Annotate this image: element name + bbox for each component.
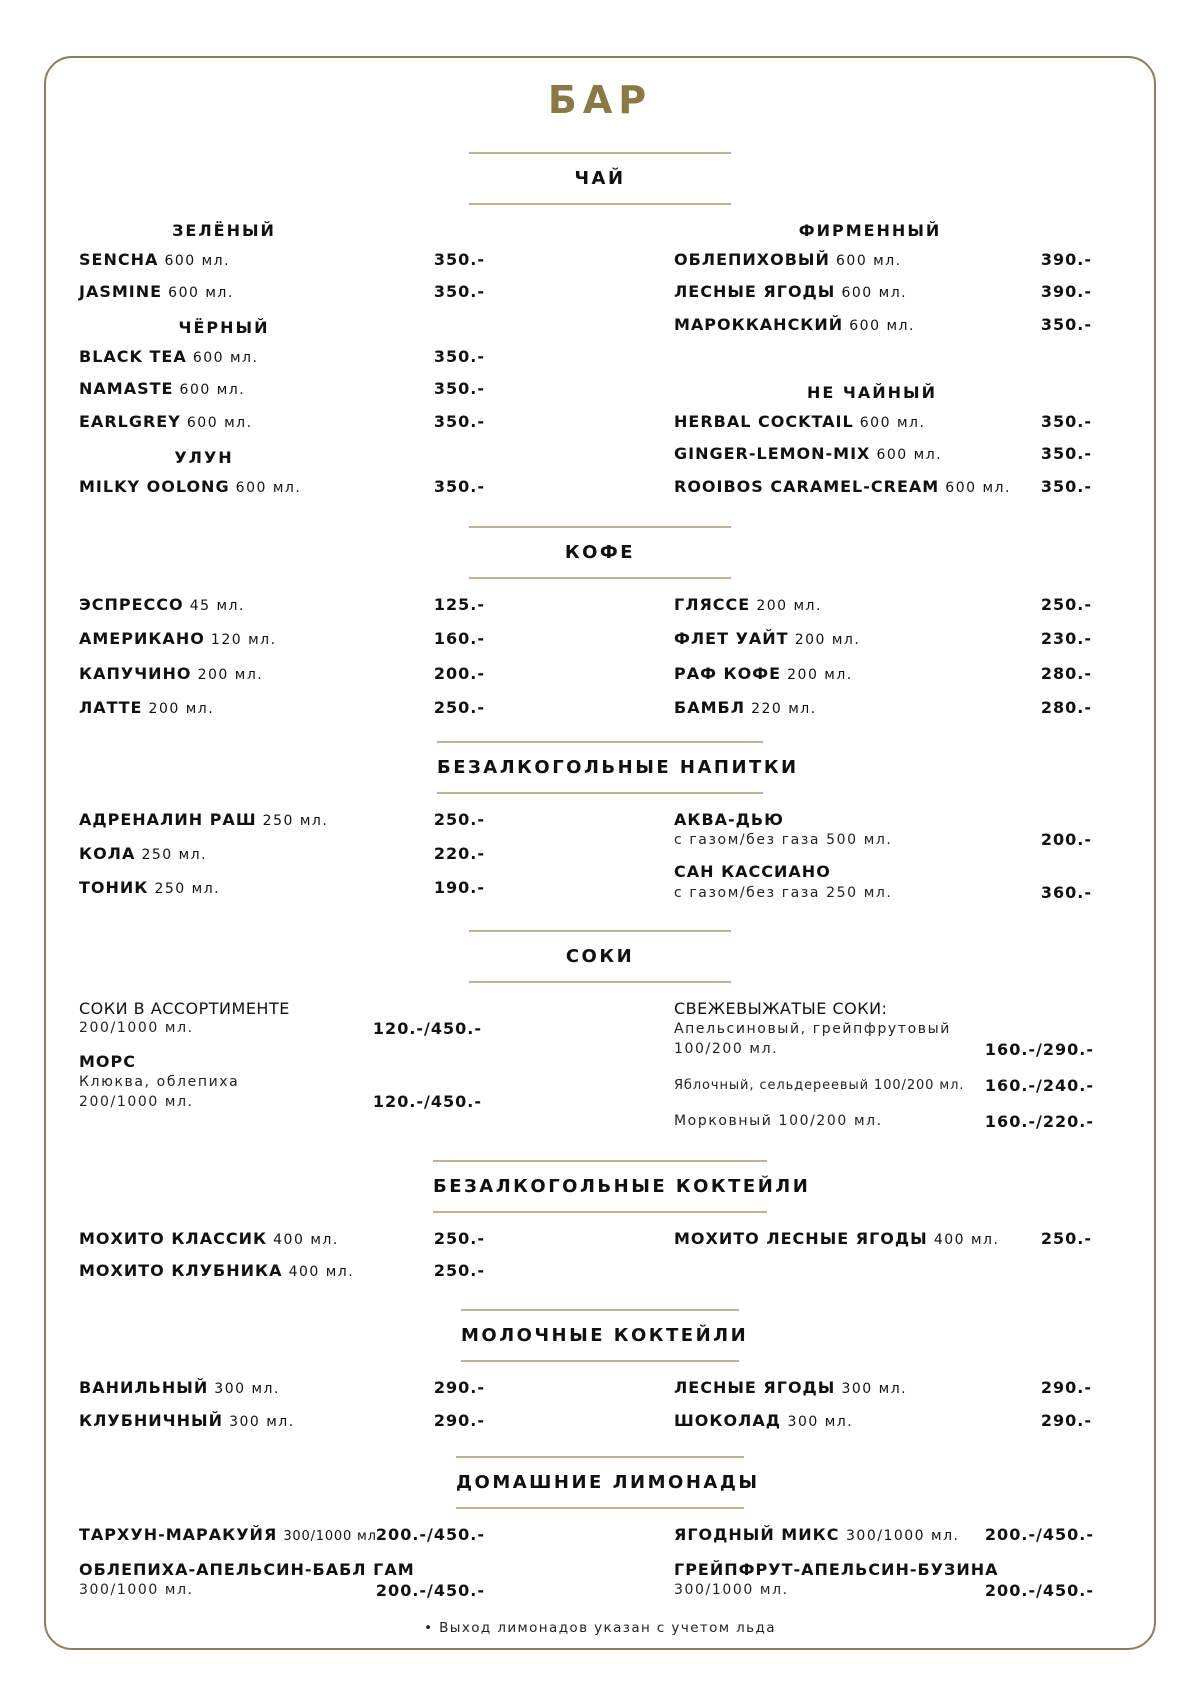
item-price: 250.-	[433, 810, 485, 829]
menu-item: ГЛЯССЕ 200 мл.	[674, 595, 822, 614]
menu-item: АКВА-ДЬЮ	[674, 810, 784, 829]
item-price: 350.-	[433, 412, 485, 431]
section-heading-juices: СОКИ	[469, 930, 731, 983]
menu-item: SENCHA 600 мл.	[79, 250, 231, 269]
menu-item: СВЕЖЕВЫЖАТЫЕ СОКИ:	[674, 999, 888, 1018]
item-price: 160.-/290.-	[984, 1040, 1094, 1059]
item-price: 250.-	[433, 1261, 485, 1280]
item-description: с газом/без газа 500 мл.	[674, 832, 893, 848]
menu-item: ОБЛЕПИХА-АПЕЛЬСИН-БАБЛ ГАМ	[79, 1560, 415, 1579]
subheading-black-tea: ЧЁРНЫЙ	[178, 318, 270, 337]
item-price: 160.-/240.-	[984, 1076, 1094, 1095]
item-price: 250.-	[1040, 595, 1092, 614]
item-price: 220.-	[433, 844, 485, 863]
item-price: 350.-	[433, 250, 485, 269]
menu-item: ФЛЕТ УАЙТ 200 мл.	[674, 629, 861, 648]
section-heading-soft-drinks: БЕЗАЛКОГОЛЬНЫЕ НАПИТКИ	[437, 741, 763, 794]
menu-item: NAMASTE 600 мл.	[79, 379, 246, 398]
item-price: 250.-	[1040, 1229, 1092, 1248]
item-description: Морковный 100/200 мл.	[674, 1113, 883, 1129]
item-price: 120.-/450.-	[372, 1092, 482, 1111]
menu-item: КОЛА 250 мл.	[79, 844, 208, 863]
item-price: 190.-	[433, 878, 485, 897]
item-price: 200.-	[433, 664, 485, 683]
menu-item: ЛЕСНЫЕ ЯГОДЫ 300 мл.	[674, 1378, 908, 1397]
menu-item: АМЕРИКАНО 120 мл.	[79, 629, 277, 648]
item-description: 300/1000 мл.	[674, 1582, 789, 1598]
item-price: 280.-	[1040, 698, 1092, 717]
item-price: 125.-	[433, 595, 485, 614]
item-price: 360.-	[1040, 883, 1092, 902]
subheading-oolong: УЛУН	[174, 448, 234, 467]
menu-item: ТОНИК 250 мл.	[79, 878, 221, 897]
section-heading-tea: ЧАЙ	[469, 152, 731, 205]
item-description: Яблочный, сельдереевый 100/200 мл.	[674, 1078, 965, 1093]
subheading-signature-tea: ФИРМЕННЫЙ	[798, 221, 942, 240]
item-description: Клюква, облепиха	[79, 1074, 240, 1090]
item-price: 390.-	[1040, 250, 1092, 269]
menu-item: BLACK TEA 600 мл.	[79, 347, 259, 366]
item-price: 160.-	[433, 629, 485, 648]
item-price: 120.-/450.-	[372, 1019, 482, 1038]
menu-item: АДРЕНАЛИН РАШ 250 мл.	[79, 810, 329, 829]
item-price: 290.-	[433, 1411, 485, 1430]
item-description: Апельсиновый, грейпфрутовый	[674, 1021, 951, 1037]
menu-item: САН КАССИАНО	[674, 862, 831, 881]
menu-item: HERBAL COCKTAIL 600 мл.	[674, 412, 926, 431]
item-price: 350.-	[433, 477, 485, 496]
menu-item: МОХИТО ЛЕСНЫЕ ЯГОДЫ 400 мл.	[674, 1229, 1000, 1248]
menu-item: БАМБЛ 220 мл.	[674, 698, 817, 717]
menu-item: МОРС	[79, 1052, 136, 1071]
item-description: 200/1000 мл.	[79, 1020, 194, 1036]
menu-item: СОКИ В АССОРТИМЕНТЕ	[79, 999, 290, 1018]
item-price: 290.-	[1040, 1378, 1092, 1397]
section-heading-lemonades: ДОМАШНИЕ ЛИМОНАДЫ	[456, 1456, 744, 1509]
item-price: 350.-	[433, 379, 485, 398]
item-price: 160.-/220.-	[984, 1112, 1094, 1131]
menu-item: EARLGREY 600 мл.	[79, 412, 253, 431]
item-price: 290.-	[433, 1378, 485, 1397]
item-price: 350.-	[1040, 444, 1092, 463]
item-price: 350.-	[433, 347, 485, 366]
item-price: 250.-	[433, 1229, 485, 1248]
item-price: 230.-	[1040, 629, 1092, 648]
item-price: 200.-/450.-	[984, 1525, 1094, 1544]
menu-item: ЛЕСНЫЕ ЯГОДЫ 600 мл.	[674, 282, 908, 301]
section-heading-mocktails: БЕЗАЛКОГОЛЬНЫЕ КОКТЕЙЛИ	[433, 1160, 767, 1213]
item-price: 290.-	[1040, 1411, 1092, 1430]
menu-item: ЛАТТЕ 200 мл.	[79, 698, 215, 717]
menu-item: МОХИТО КЛАССИК 400 мл.	[79, 1229, 339, 1248]
subheading-green-tea: ЗЕЛЁНЫЙ	[172, 221, 276, 240]
item-price: 200.-/450.-	[375, 1581, 485, 1600]
item-price: 250.-	[433, 698, 485, 717]
menu-item: МАРОККАНСКИЙ 600 мл.	[674, 315, 915, 334]
menu-item: ОБЛЕПИХОВЫЙ 600 мл.	[674, 250, 902, 269]
section-heading-coffee: КОФЕ	[469, 526, 731, 579]
menu-item: ЭСПРЕССО 45 мл.	[79, 595, 245, 614]
menu-item: ВАНИЛЬНЫЙ 300 мл.	[79, 1378, 280, 1397]
item-price: 350.-	[1040, 315, 1092, 334]
menu-item: ШОКОЛАД 300 мл.	[674, 1411, 854, 1430]
item-price: 350.-	[1040, 477, 1092, 496]
menu-item: GINGER-LEMON-MIX 600 мл.	[674, 444, 943, 463]
menu-item: КЛУБНИЧНЫЙ 300 мл.	[79, 1411, 295, 1430]
item-price: 200.-/450.-	[375, 1525, 485, 1544]
item-description: с газом/без газа 250 мл.	[674, 885, 893, 901]
menu-item: JASMINE 600 мл.	[79, 282, 234, 301]
item-description: 300/1000 мл.	[79, 1582, 194, 1598]
item-price: 390.-	[1040, 282, 1092, 301]
item-description: 200/1000 мл.	[79, 1094, 194, 1110]
menu-item: ГРЕЙПФРУТ-АПЕЛЬСИН-БУЗИНА	[674, 1560, 999, 1579]
item-price: 200.-/450.-	[984, 1581, 1094, 1600]
subheading-non-tea: НЕ ЧАЙНЫЙ	[807, 383, 937, 402]
item-price: 200.-	[1040, 830, 1092, 849]
menu-item: ТАРХУН-МАРАКУЙЯ 300/1000 мл.	[79, 1525, 382, 1544]
page-title: БАР	[547, 78, 653, 122]
menu-item: ЯГОДНЫЙ МИКС 300/1000 мл.	[674, 1525, 960, 1544]
item-price: 350.-	[1040, 412, 1092, 431]
menu-item: ROOIBOS CARAMEL-CREAM 600 мл.	[674, 477, 1011, 496]
section-heading-milkshakes: МОЛОЧНЫЕ КОКТЕЙЛИ	[461, 1309, 739, 1362]
menu-item: КАПУЧИНО 200 мл.	[79, 664, 264, 683]
menu-item: РАФ КОФЕ 200 мл.	[674, 664, 853, 683]
item-description: 100/200 мл.	[674, 1041, 779, 1057]
menu-item: МОХИТО КЛУБНИКА 400 мл.	[79, 1261, 355, 1280]
footnote: • Выход лимонадов указан с учетом льда	[424, 1620, 776, 1636]
item-price: 350.-	[433, 282, 485, 301]
menu-item: MILKY OOLONG 600 мл.	[79, 477, 302, 496]
item-price: 280.-	[1040, 664, 1092, 683]
